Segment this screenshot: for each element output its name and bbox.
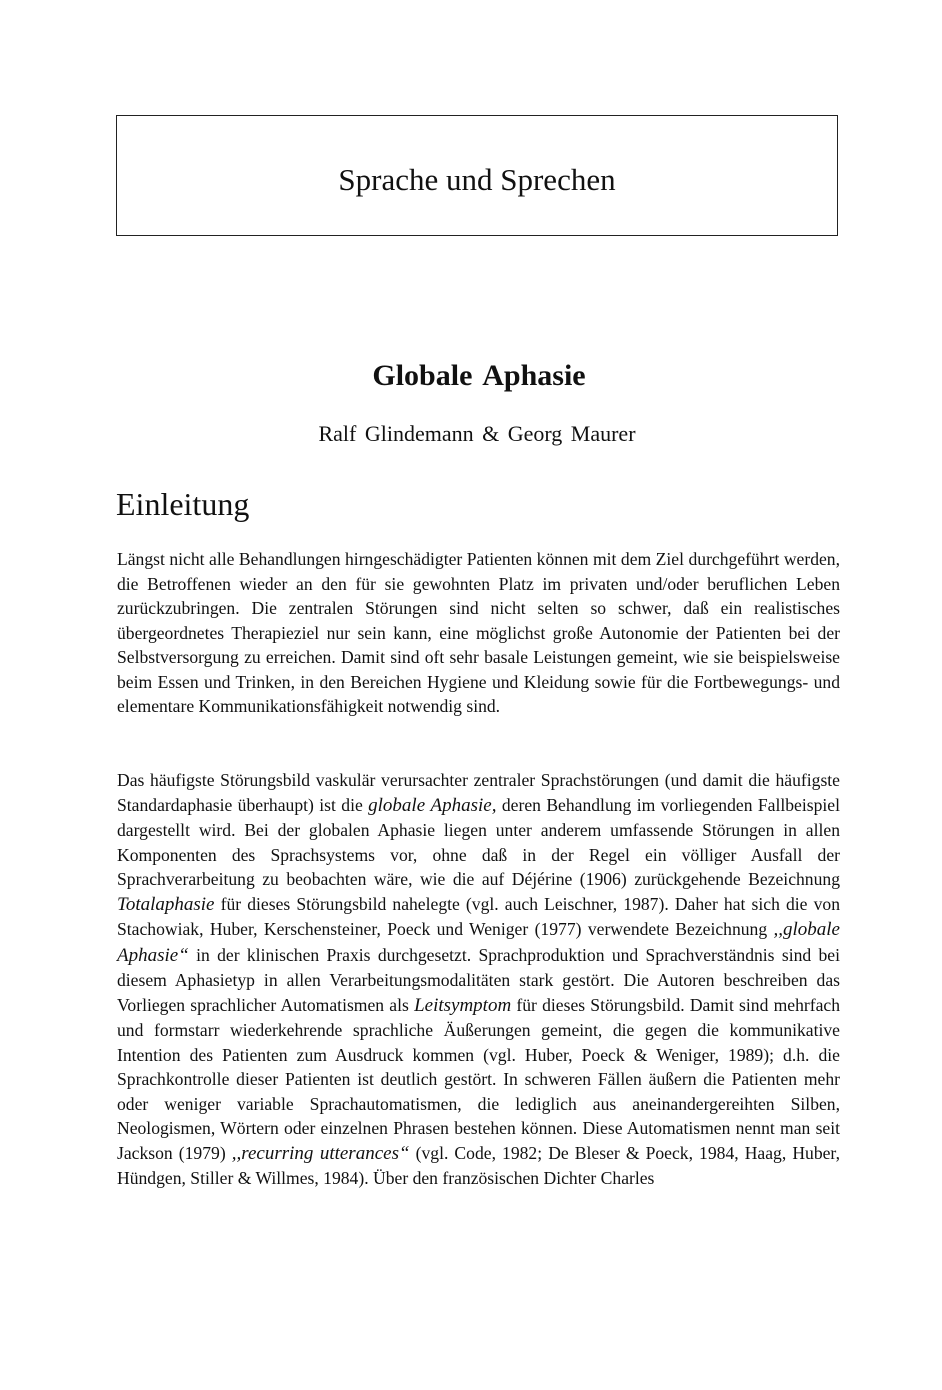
paragraph-text-segment: Das häufigste Störungsbild vaskulär verursachter zentraler Sprachstörungen (und damit die häufigste Standardaphasie überhaupt) ist die [117, 770, 840, 815]
italic-term-globale-aphasie: globale Aphasie, [368, 794, 497, 816]
paragraph-text-segment: für dieses Störungsbild. Damit sind mehrfach und formstarr wiederkehrende sprachliche Äußerungen gemeint, die gegen die kommunikative Intention des Patienten zum Ausdruck kommen (vgl. Huber, Poeck & Weniger, 1989); d.h. die Sprachkontrolle dieser Patienten ist deutlich gestört. In schweren Fällen äußern die Patienten mehr oder weniger variable Sprachautomatismen, die lediglich aus aneinandergereihten Silben, Neologismen, Wörtern oder einzelnen Phrasen bestehen können. Diese Automatismen nennt man seit Jackson (1979) [117, 994, 841, 1163]
italic-term-totalaphasie: Totalaphasie [117, 893, 215, 915]
paragraph-text-segment: in der klinischen Praxis durchgesetzt. Sprachproduktion und Sprachverständnis sind bei diesem Aphasietyp in allen Verarbeitungsmodalitäten stark gestört. Die Autoren beschreiben das Vorliegen sprachlicher Automatismen als [117, 944, 840, 1015]
italic-term-leitsymptom: Leitsymptom [414, 994, 512, 1016]
paragraph-text-segment: deren Behandlung im vorliegenden Fallbeispiel dargestellt wird. Bei der globalen Aphasie liegen unter anderem umfassende Störungen in allen Komponenten des Sprachsystems vor, ohne daß in der Regel ein völliger Ausfall der Sprachverarbeitung zu beobachten wäre, wie die auf Déjérine (1906) zurückgehende Bezeichnung [117, 794, 840, 889]
paragraph-text-segment: für dieses Störungsbild nahelegte (vgl. auch Leischner, 1987). Daher hat sich die von Stachowiak, Huber, Kerschensteiner, Poeck und Weniger (1977) verwendete Bezeichnung [117, 893, 840, 939]
body-paragraph-1: Längst nicht alle Behandlungen hirngeschädigter Patienten können mit dem Ziel durchgeführt werden, die Betroffenen wieder an den für sie gewohnten Platz im privaten und/oder beruflichen Leben zurückzubringen. Die zentralen Störungen sind nicht selten so schwer, daß ein realistisches übergeordnetes Therapieziel nur sein kann, eine möglichst große Autonomie der Patienten bei der Selbstversorgung zu erreichen. Damit sind oft sehr basale Leistungen gemeint, wie sie beispielsweise beim Essen und Trinken, in den Bereichen Hygiene und Kleidung sowie für die Fortbewegungs- und elementare Kommunikationsfähigkeit notwendig sind. [117, 549, 840, 716]
section-heading: Einleitung [116, 486, 250, 522]
italic-term-recurring-utterances: ,,recurring utterances“ [231, 1142, 410, 1164]
running-header-title: Sprache und Sprechen [338, 162, 616, 197]
running-header-box [116, 115, 838, 236]
chapter-authors: Ralf Glindemann & Georg Maurer [318, 421, 636, 446]
paragraph-text-segment: (vgl. Code, 1982; De Bleser & Poeck, 1984, Haag, Huber, Hündgen, Stiller & Willmes, 1984). Über den französischen Dichter Charles [117, 1142, 840, 1188]
chapter-title: Globale Aphasie [372, 359, 586, 392]
italic-term-quoted-globale-aphasie: ,,globale Aphasie“ [117, 919, 840, 966]
body-paragraph-2 [117, 768, 840, 1191]
